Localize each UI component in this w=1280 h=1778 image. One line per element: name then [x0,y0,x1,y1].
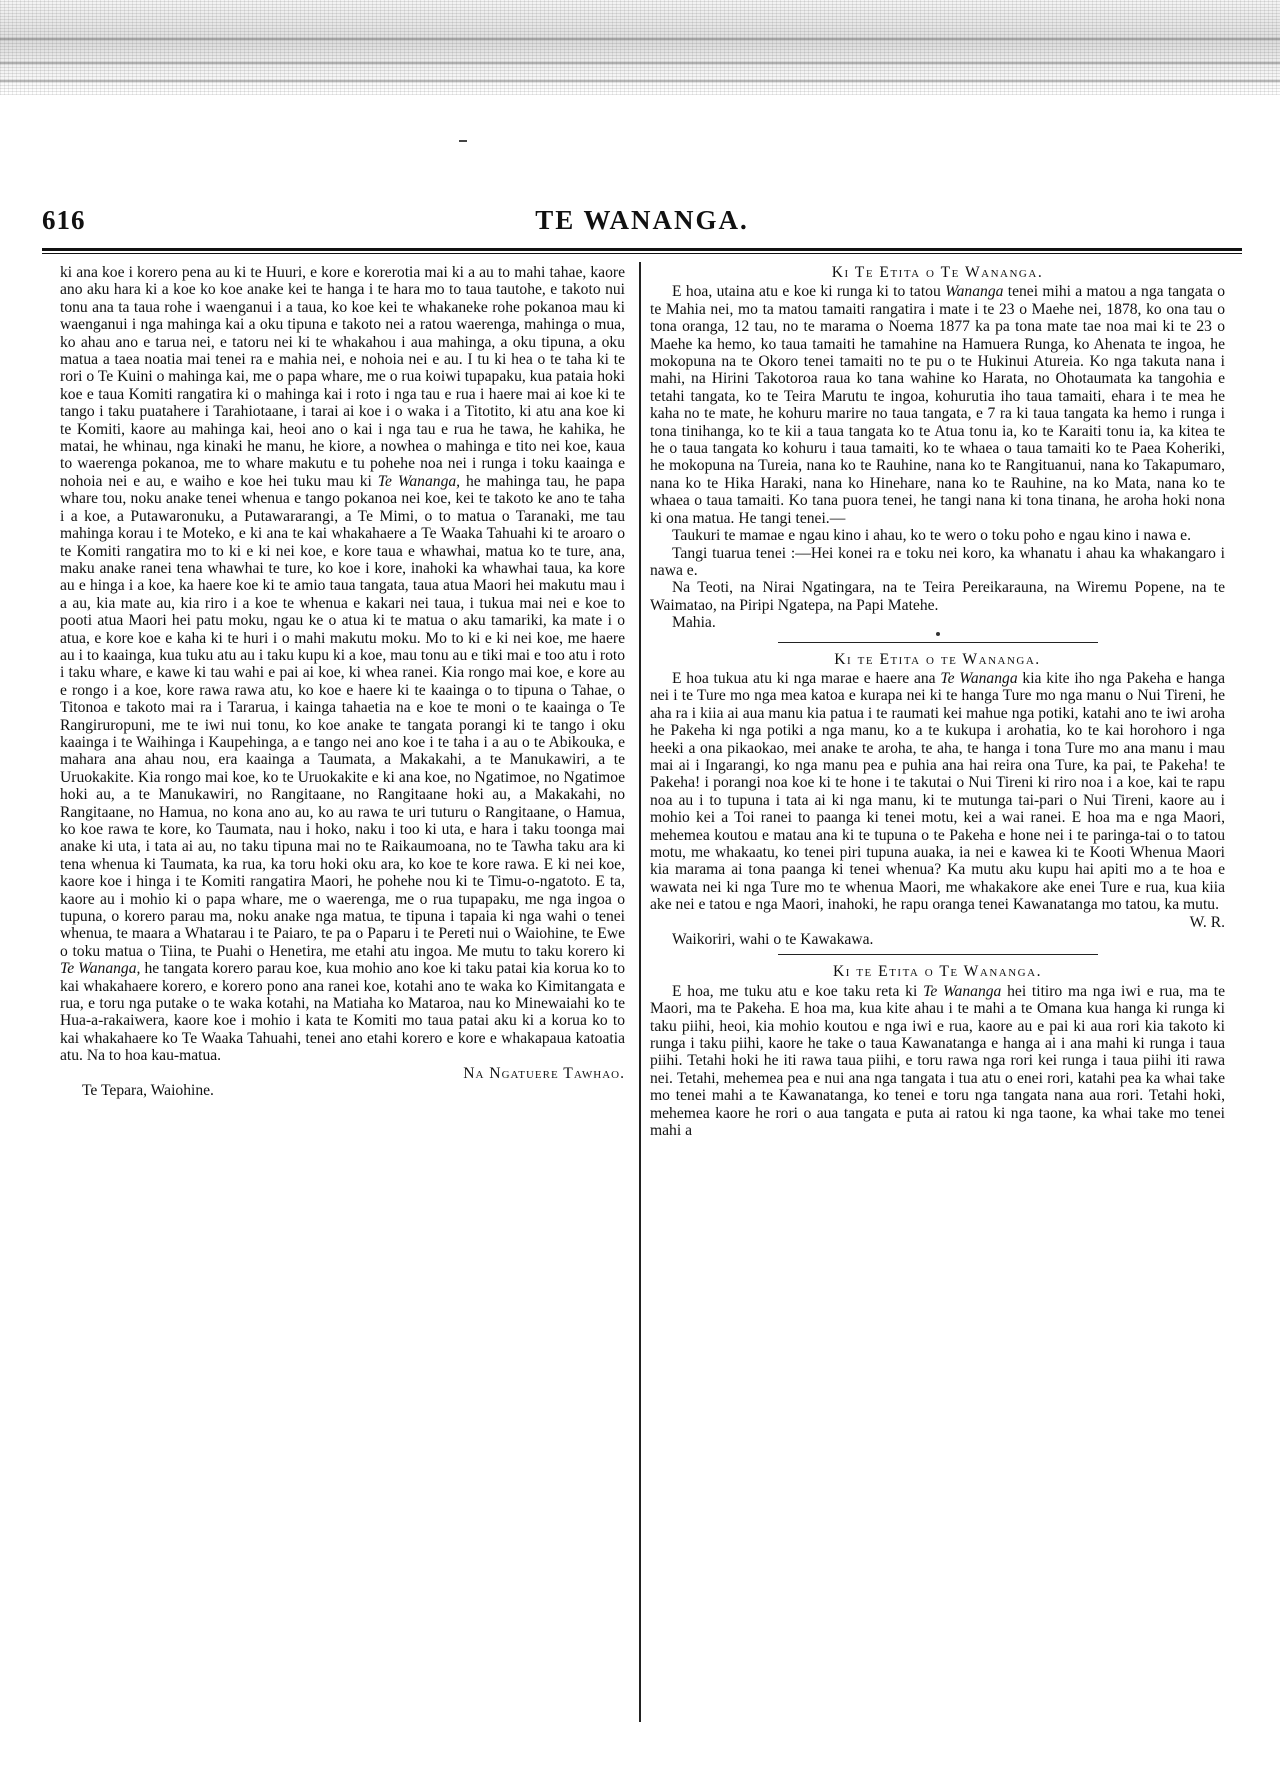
print-mark [459,140,467,142]
letter-2-paragraph [650,670,1225,914]
header-rule [42,248,1242,251]
page-header [42,205,1242,245]
header-rule-thin [42,253,1242,254]
scan-artifact-line [0,62,1280,64]
left-signature: Na Ngatuere Tawhao. [463,1064,625,1082]
section-rule [778,954,1098,955]
letter-text: tenei mihi a matou a nga tangata o te Mahia nei, mo ta matou tamaiti rangatira i mate i te 23 o Maehe nei, 1878, ko ona tau o tona oranga, 12 tau, no te marama o Noema 1877 ka pa tona mate tae noa mai ki te 23 o Maehe ka hemo, ko taua tamaiti he tamahine na Hamuera Runga, ko Ahenata te ingoa, he mokopuna na te Okoro tenei tamaiti no te pu o te Hukinui Atureia. Ko nga takuta nana i mahi, na Hirini Takotoroa raua ko tana wahine ko Harata, no Ohotaumata ka tangohia e tetahi tangata, ko te Teira Marutu te ingoa, kohurutia iho taua tamaiti, ehara i te mea he kaha no te mate, he kohuru marire no taua tangata, e 7 ra ki taua tangata ka hemo i runga i tona tinihanga, ko te kii a taua tangata ko te Atua tonu ia, ko te Karaiti tonu ia, ka kitea te he o taua tangata ko kohuru i taua tamaiti, ko te whaea o taua tamaiti ko te Paea Koheriki, he mokopuna na Tureia, nana ko te Rauhine, nana ko te Rangituanui, nana ko Takapumaro, nana ko te Hika Haraki, nana ko Hinehare, nana ko te Rauhine, na ko Mata, nana ko te whaea o taua tamaiti. Ko tana puora tenei, he tangi nana ki tona tinana, he aroha hoki nona ki ona matua. He tangi tenei.— [650,283,1226,527]
left-article-body [60,264,625,1065]
letter-italic: Wananga [945,283,1004,301]
scan-artifact-line [0,80,1280,82]
letter-italic: Te Wananga [923,982,1002,1000]
ornament-dot [936,632,940,636]
letter-3-title: Ki te Etita o Te Wananga. [833,963,1042,981]
section-rule [778,642,1098,643]
letter-3-paragraph [650,983,1225,1140]
letter-1-lament-2: Tangi tuarua tenei :—Hei konei ra e toku nei koro, ka whanatu i ahau ka whakangaro i nawa e. [650,544,1225,579]
body-italic: Te Wananga, [60,960,141,978]
body-italic: Te Wananga, [377,472,461,490]
letter-text: E hoa, me tuku atu e koe taku reta ki [672,982,918,1000]
right-column [650,264,1225,1140]
letter-italic: Te Wananga [940,669,1018,687]
column-divider [639,262,641,1722]
scan-artifact-strip [0,0,1280,95]
letter-1-signatories: Na Teoti, na Nirai Ngatingara, na te Teira Pereikaraunа, na Wiremu Popene, na te Waimatao, na Piripi Ngatepa, na Papi Matehe. [650,579,1225,614]
letter-1-lament-1: Taukuri te mamae e ngau kino i ahau, ko te wero o toku poho e ngau kino i nawa e. [672,527,1191,545]
scan-artifact-line [0,38,1280,40]
letter-2-place: Waikoriri, wahi o te Kawakawa. [672,931,874,949]
left-place: Te Tepara, Waiohine. [82,1082,214,1100]
body-text: he tangata korero parau koe, kua mohio ano koe ki taku patai kia korua ko to kai whakahaere korero, e korero pono ana ranei koe, kotahi ano te waka ko Kimitangata e rua, e toru nga putake o te waka kotahi, na Matiaha ko Mataroa, nau ko Minewaiahi ko te Hua-a-rakaiwera, kaore koe i mohio i kata te Komiti mo taua patai aku ki a korua ko to kai whakahaere ko Te Waaka Tahuahi, tenei ano etahi korero e kore e whakapaua katoatia atu. Na to hoa kau-matua. [60,960,625,1065]
left-column [60,264,625,1100]
letter-1-paragraph [650,283,1225,527]
letter-1-title: Ki Te Etita o Te Wananga. [831,264,1044,281]
letter-text: hei titiro ma nga iwi e rua, ma te Maori, ma te Pakeha. E hoa ma, kua kite ahau i te mahi a te Omana kua hanga ki runga ki taku piihi, heoi, kia mohio koutou e nga iwi e rua, kaore au e pai ki aua rori kia takoto ki runga i taku piihi, kaore he take o taua Kawanatanga e hanga ai i ana mahi ki runga i taua piihi. Tetahi hoki he iti rawa taua piihi, e toru rawa nga rori kei runga i taua piihi iti rawa nei. Tetahi, mehemea pea e nui ana nga tangata i tua atu o enei rori, katahi pea ka whai take mo tenei mahi a te Kawanatanga, ko tenei e toru nga tangata nana aua rori. Tetahi hoki, mehemea kaore he rori o aua tangata e puta ai ratou ki nga taone, ka whai take mo tenei mahi a [650,982,1226,1140]
body-text: ki ana koe i korero pena au ki te Huuri, e kore e korerotia mai ki a au to mahi tahae, kaore ano aku hara ki a koe ko koe anake kei te hanga i te hara mo to taua tautohe, e takoto nui tonu ana ta taua rohe i waenganui i a taua, ko koe kei te whakaneke rohe pokanoa mau ki waenganui i nga mahinga kai a oku tipuna e takoto nei a ratou waerenga, mahinga o mua, ko ahau ano e tarua nei, e tatoru nei ki te whakahou i aua mahinga, a oku tipuna, a oku matua a taea noatia mai tenei ra e mahia nei, e nohoia nei e au. I tu ki hea o te taha ki te rori o Te Kuini o mahinga kai, me o papa whare, me o rua koiwi tupapaku, kua pataia hoki koe e taua Komiti rangatira ki o mahinga kai i roto i nga tau e rua i haere mai ai koe ki te tango i taku puatahere i Tarahiotaane, i tarai ai koe i o waka i a Titotito, ki atu ana koe ki te Komiti, kaore au mahinga kai, heoi ano o kai i nga tau e rua he tawa, he kahika, he matai, he whinau, nga kinaki he manu, he kiore, a nowhea o mahinga e tito nei koe, kaua to waerenga pokanoa, me to whare makutu e tu pohehe noa nei i runga i toku kaainga e nohoia nei e au, e waiho e koe hei tuku mau ki [60,264,625,490]
page-number: 616 [42,205,86,235]
letter-2-signature: W. R. [1189,913,1225,931]
letter-2-title: Ki te Etita o te Wananga. [834,650,1041,668]
letter-text: kia kite iho nga Pakeha e hanga nei i te Ture mo nga mea katoa e kurapa nei ki te hanga Ture mo nga manu o Nui Tireni, he aha ra i kiia ai aua manu kia patua i te raumati kei mahue nga potiki, katahi ano te iwi aroha he Pakeha ki nga potiki a nga manu, ko a te kukupa i arohatia, ko te kai horohoro i nga heeki a ona pikaokao, mei anake te aroha, te aha, te hanga i tona Ture mo ana manu i mau mai ai i Ingarangi, ko nga manu pea e puhia ana hai reira ona Ture, ka pai, te Pakeha! te Pakeha! i porangi noa koe ki te hone i te takutai o Nui Tireni ki riro noa i a koe, kai te rapu noa au i to tupuna i tata ai ki nga manu, ki te mutunga tai-pari o Nui Tireni, kaore au i mohio kei a Toi ranei to paanga ki tenei motu, kei a wai ranei. E hoa ma e nga Maori, mehemea koutou e matau ana ki te tupuna o te Pakeha e hone nei i te paringa-tai o to tatou motu, me whakaatu, ko tenei piri tupuna auaka, ia nei e kawea ki te Kooti Whenua Maori kia marama ai tona paanga ki tenei whenua? Ka mutu aku kupu hai apiti mo a te hoa e wawata nei ki nga Ture mo te whenua Maori, me whakakore ake enei Ture e rua, kua kiia ake nei e tatou e nga Maori, inahoki, he rapu oranga tenei Kawanatanga mo tatou, ka mutu. [650,669,1225,914]
letter-text: E hoa, utaina atu e koe ki runga ki to tatou [672,283,941,301]
masthead-title: TE WANANGA. [535,205,749,235]
letter-text: E hoa tukua atu ki nga marae e haere ana [672,669,936,687]
body-text: he mahinga tau, he papa whare tou, noku anake tenei whenua e tango pokanoa nei koe, kei te takoto ke ano te taha i a koe, a Putawaronuku, a Putawararangi, a Te Mimi, o to matua o Taranaki, me tau mahinga korau i te Moteko, e ki ana te kai whakahaere a Te Waaka Tahuahi ki te aroaro o te Komiti rangatira mo to ki e ki nei koe, e kore taua e whawhai, matua ko te ture, ana, maku anake ranei tena whawhai te ture, ko koe i kore, inahoki ka whawhai taua, ka kore au e hinga i a koe, ka haere koe ki te amio taua tangata, taua atua Maori hei makutu mau i a au, kia mate au, kia riro i a koe te whenua e kakari nei taua, i tukua mai nei e koe to pooti atua Maori hei patu moku, ngau ke o atua ki te matua o aku tamariki, ka mate i o atua, e kore koe e kaha ki te huri i o mahi makutu moku. Mo to ki e ki nei koe, me haere au i to kaainga, kua tuku atu au i taku kupu ki a koe, mau tonu au e tiki mai e too atu i roto i taku whare, e kawe ki tau wahi e pai ai koe, ki whea ranei. Kia rongo mai koe, e kore au e rongo i a koe, kore rawa rawa atu, ko koe e haere ki te kaainga o to tipuna o Tahae, o Titonoa e takoto mai ra i Tararua, i kainga tahaetia na e koe te moni o te kaainga o Te Rangiruropuni, me te iwi nui tonu, ko koe anake te tangata porangi ki te tango i oku kaainga i te Waihinga i Kaupehinga, a e tango nei ano koe i te taha i a au o te Abikouka, e mahara ana ahau nou, era kaainga a Taumata, a Makakahi, a te Manukawiri, a te Uruokakite. Kia rongo mai koe, ko te Uruokakite e ki ana koe, no Ngatimoe, no Ngatimoe hoki au, a te Manukawiri, no Rangitaane, no Rangitaane hoki au, a Makakahi, no Rangitaane, no Hamua, no kona ano au, ko au rawa te uri tuturu o Rangitaane, o Hamua, ko koe rawa te kore, ko Taumata, nau i hoko, naku i too ki uta, e hara i taku toonga mai anake ki uta, i tata ai au, no taku tipuna mai no te Raikaumoana, no te Tawha taku ara ki tena whenua ki Taumata, ka rua, ka toru hoki oku ara, ko koe te kore rawa. E ki nei koe, kaore koe i hinga i te Komiti rangatira Maori, he pohehe nou ki te Timu-o-ngatoto. E ta, kaore au i mohio ki o papa whare, me o waerenga, me o rua tupapaku, me nga ingoa o tupuna, o korero parau ma, noku anake nga matua, te tipuna i tapaia ki nga wahi o tenei whenua, te maara a Whatarau i te Paiaro, te pa o Paparu i te Pereti nui o Waiohine, te Ewe o toku matua o Tiina, te Puahi o Henetira, me etahi atu ingoa. Me mutu to taku korero ki [60,472,625,960]
letter-1-place: Mahia. [672,614,716,632]
